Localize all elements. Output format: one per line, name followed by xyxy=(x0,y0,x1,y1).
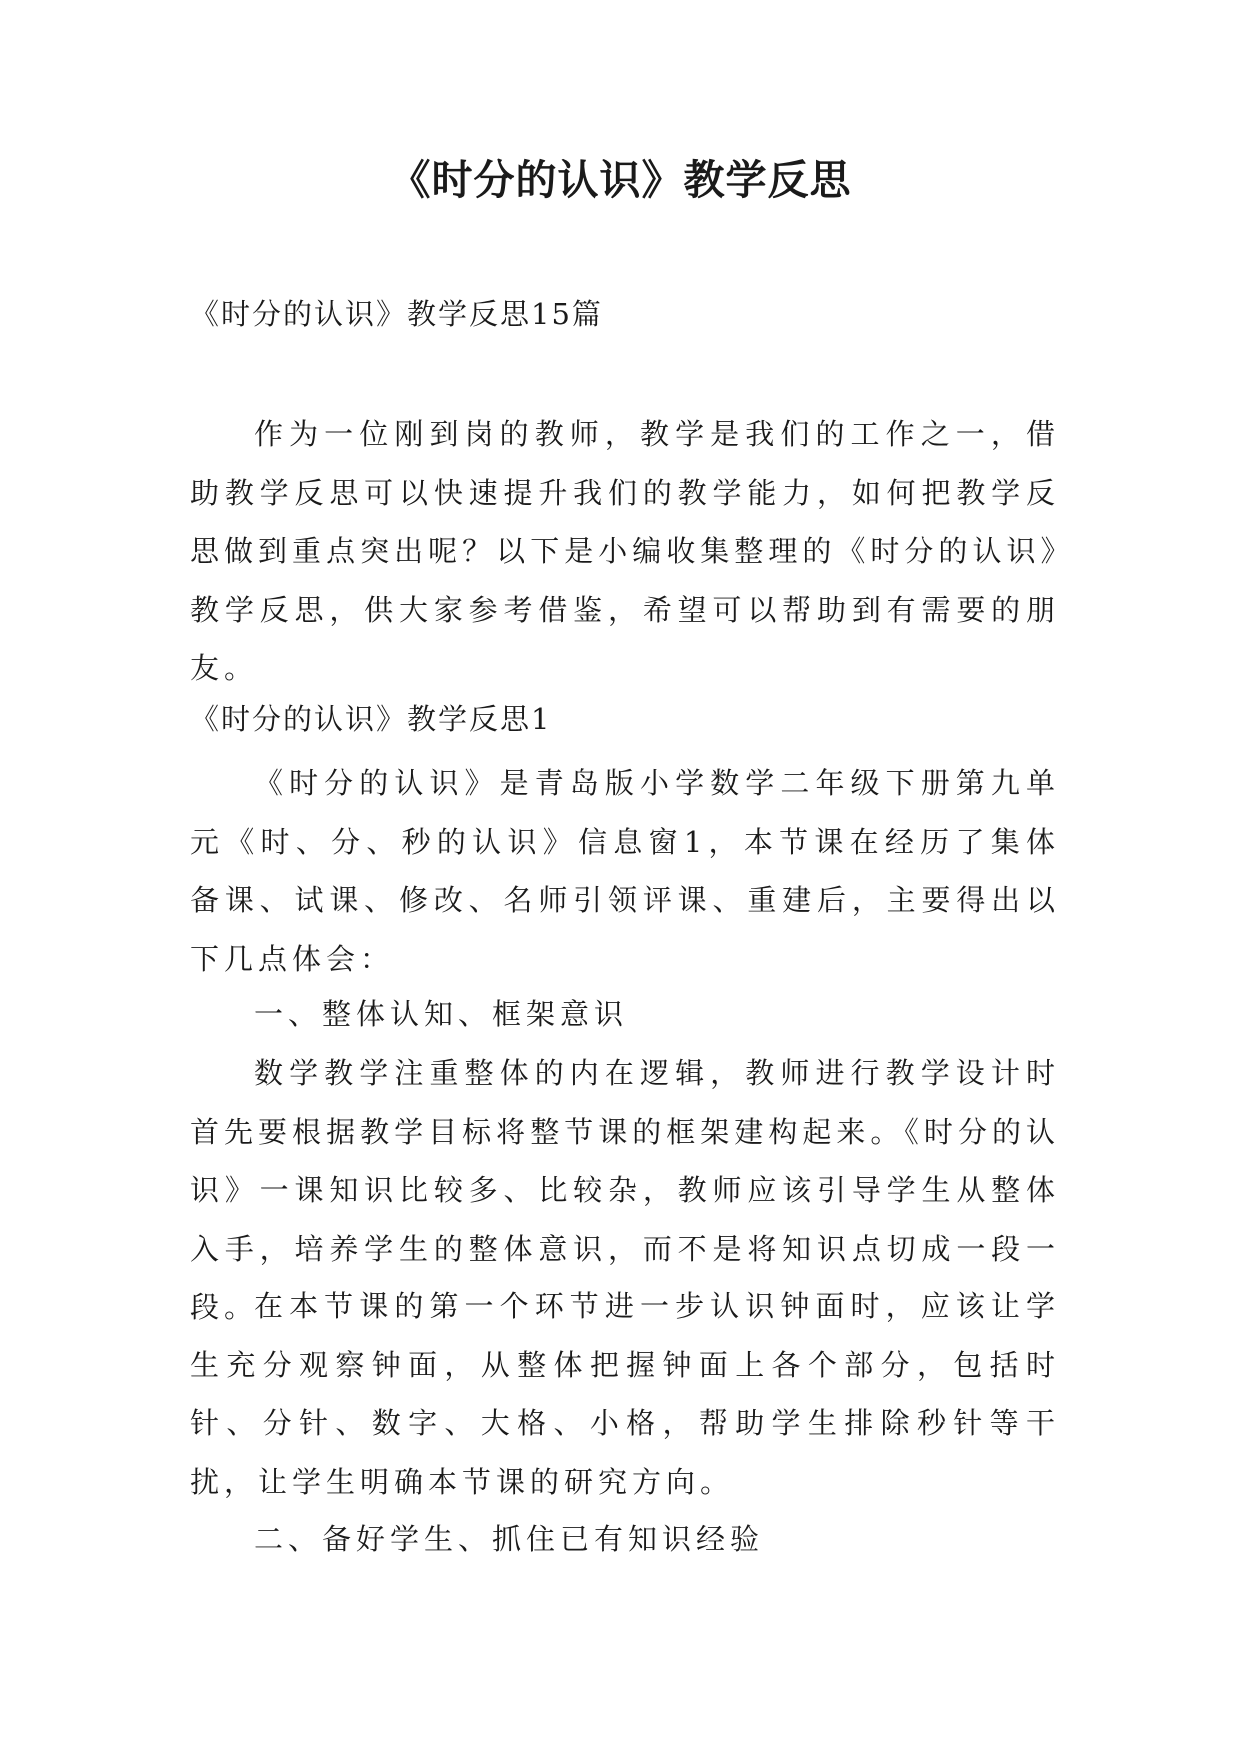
section-paragraph-3: 在本节课的第一个环节进一步认识钟面时，应该让学生充分观察钟面，从整体把握钟面上各个部分，包括时针、分针、数字、大格、小格，帮助学生排除秒针等干扰，让学生明确本节课的研究方向。 xyxy=(190,1289,1060,1499)
document-subtitle: 《时分的认识》教学反思15篇 xyxy=(190,297,603,331)
section-paragraph-1: 《时分的认识》是青岛版小学数学二年级下册第九单元《时、分、秒的认识》信息窗1，本节课在经历了集体备课、试课、修改、名师引领评课、重建后，主要得出以下几点体会： xyxy=(190,766,1060,976)
point-heading-1: 一、整体认知、框架意识 xyxy=(254,997,629,1031)
section-paragraph-2: 数学教学注重整体的内在逻辑，教师进行教学设计时首先要根据教学目标将整节课的框架建构起来。《时分的认识》一课知识比较多、比较杂，教师应该引导学生从整体入手，培养学生的整体意识，而不是将知识点切成一段一段。 xyxy=(190,1056,1060,1324)
section-heading: 《时分的认识》教学反思1 xyxy=(190,702,552,736)
point-heading-2: 二、备好学生、抓住已有知识经验 xyxy=(254,1522,765,1556)
document-title: 《时分的认识》教学反思 xyxy=(389,156,852,204)
intro-paragraph: 作为一位刚到岗的教师，教学是我们的工作之一，借助教学反思可以快速提升我们的教学能力，如何把教学反思做到重点突出呢？以下是小编收集整理的《时分的认识》教学反思，供大家参考借鉴，希望可以帮助到有需要的朋友。 xyxy=(190,417,1060,685)
